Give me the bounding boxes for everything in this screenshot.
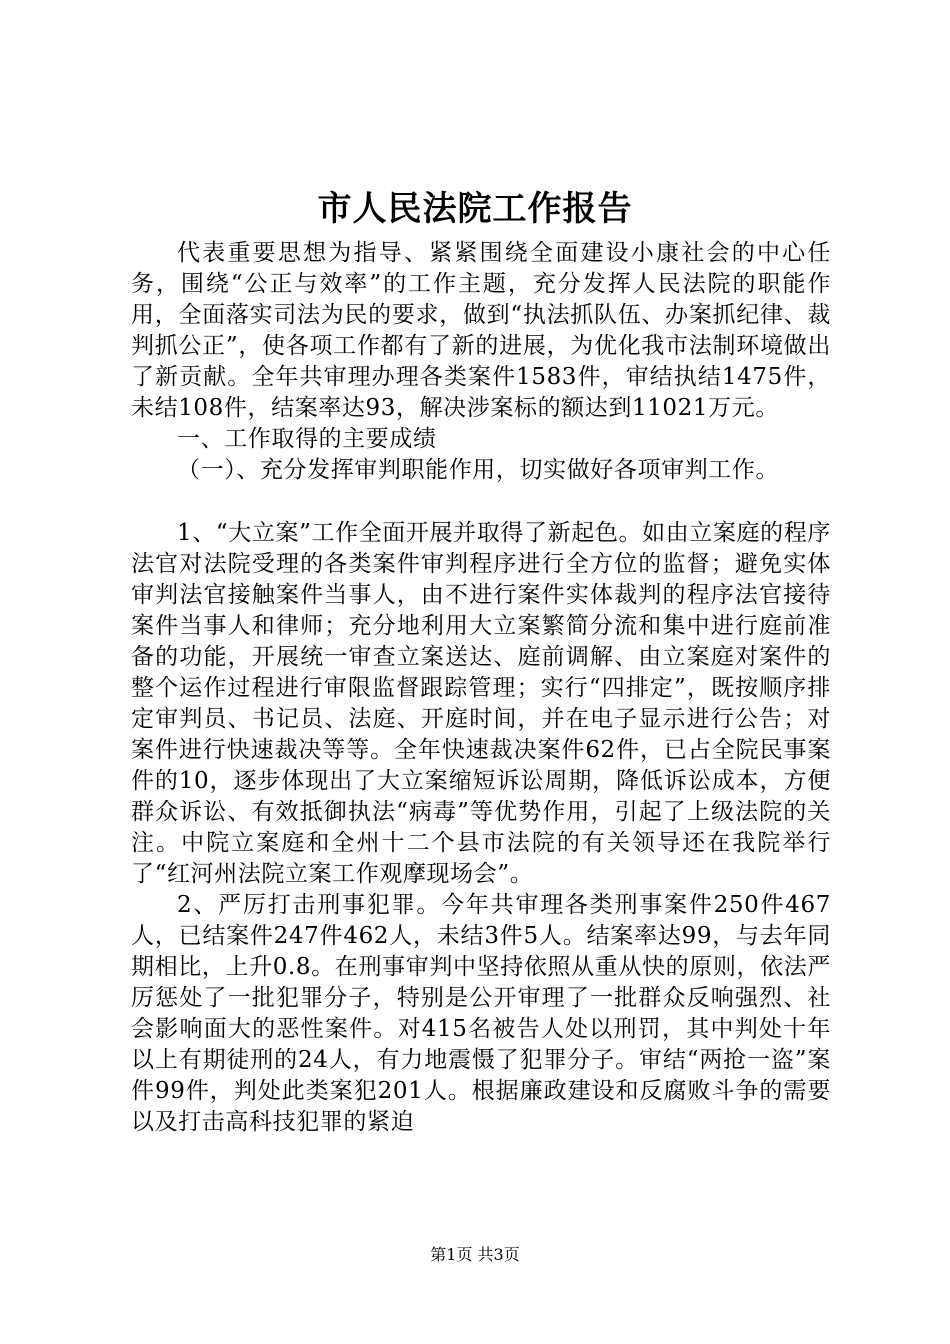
intro-paragraph: 代表重要思想为指导、紧紧围绕全面建设小康社会的中心任务，围绕“公正与效率”的工作主题，充分发挥人民法院的职能作用，全面落实司法为民的要求，做到“执法抓队伍、办案抓纪律、裁判抓公正”，使各项工作都有了新的进展，为优化我市法制环境做出了新贡献。全年共审理办理各类案件1583件，审结执结1475件，未结108件，结案率达93，解决涉案标的额达到11021万元。 — [131, 240, 831, 421]
subsection-heading: （一）、充分发挥审判职能作用，切实做好各项审判工作。 — [177, 457, 780, 483]
body-paragraph-1: 1、“大立案”工作全面开展并取得了新起色。如由立案庭的程序法官对法院受理的各类案件审判程序进行全方位的监督；避免实体审判法官接触案件当事人，由不进行案件实体裁判的程序法官接待案件当事人和律师；充分地利用大立案繁简分流和集中进行庭前准备的功能，开展统一审查立案送达、庭前调解、由立案庭对案件的整个运作过程进行审限监督跟踪管理；实行“四排定”，既按顺序排定审判员、书记员、法庭、开庭时间，并在电子显示进行公告；对案件进行快速裁决等等。全年快速裁决案件62件，已占全院民事案件的10，逐步体现出了大立案缩短诉讼周期，降低诉讼成本，方便群众诉讼、有效抵御执法“病毒”等优势作用，引起了上级法院的关注。中院立案庭和全州十二个县市法院的有关领导还在我院举行了“红河州法院立案工作观摩现场会”。 — [131, 520, 831, 887]
body-paragraph-2: 2、严厉打击刑事犯罪。今年共审理各类刑事案件250件467人，已结案件247件462人，未结3件5人。结案率达99，与去年同期相比，上升0.8。在刑事审判中坚持依照从重从快的原则，依法严厉惩处了一批犯罪分子，特别是公开审理了一批群众反响强烈、社会影响面大的恶性案件。对415名被告人处以刑罚，其中判处十年以上有期徒刑的24人，有力地震慑了犯罪分子。审结“两抢一盗”案件99件，判处此类案犯201人。根据廉政建设和反腐败斗争的需要以及打击高科技犯罪的紧迫 — [131, 892, 831, 1135]
page-footer: 第1页 共3页 — [430, 1245, 520, 1264]
document-body — [131, 238, 831, 1138]
paragraph-spacer — [131, 486, 831, 518]
section-heading: 一、工作取得的主要成绩 — [177, 426, 437, 452]
document-title: 市人民法院工作报告 — [317, 189, 633, 229]
